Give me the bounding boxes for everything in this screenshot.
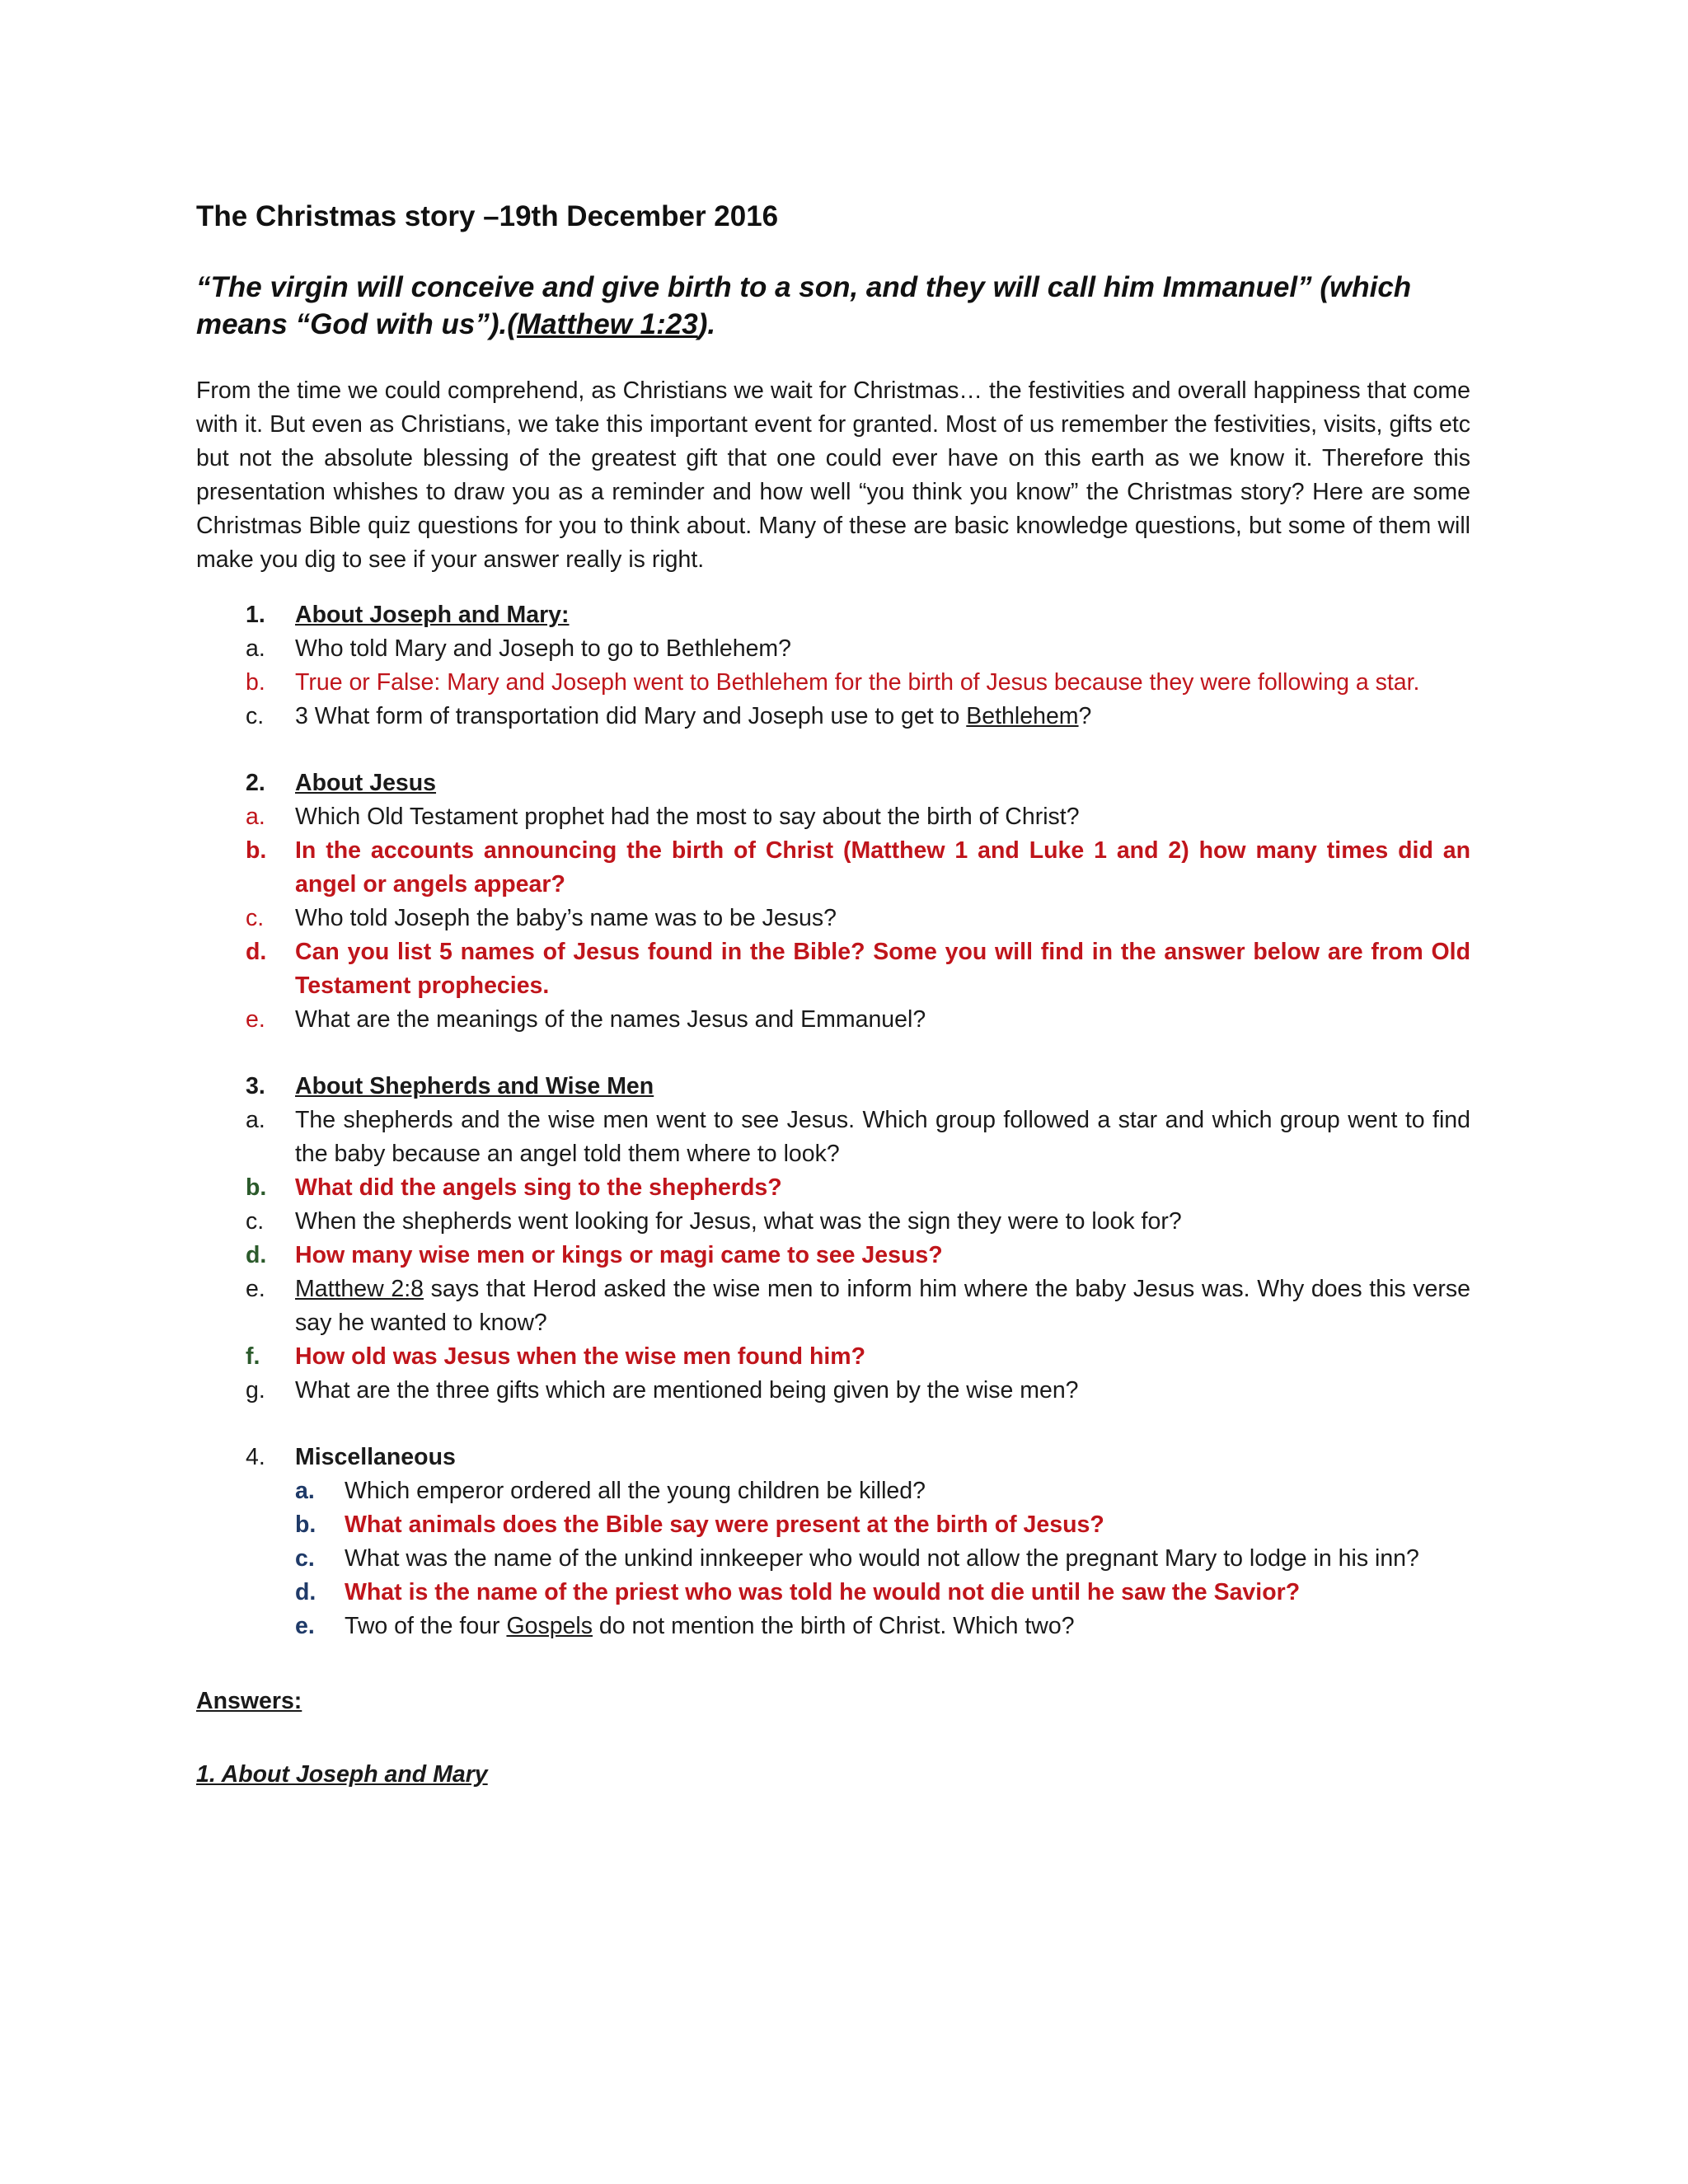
question-label: e.: [246, 1276, 265, 1302]
section-title: Miscellaneous: [295, 1444, 456, 1470]
question-label: e.: [295, 1613, 315, 1639]
question-label: c.: [246, 1208, 265, 1235]
question-text: What are the meanings of the names Jesus and Emmanuel?: [295, 1006, 926, 1033]
question-item: [196, 1340, 1470, 1374]
section-shepherds-wise-men: [196, 1070, 1470, 1408]
section-number: 2.: [246, 770, 265, 796]
question-text: True or False: Mary and Joseph went to Bethlehem for the birth of Jesus because they were following a star.: [295, 669, 1420, 696]
question-text-part: says that Herod asked the wise men to inform him where the baby Jesus was. Why does this verse say he wanted to know?: [295, 1276, 1470, 1336]
question-text: How old was Jesus when the wise men found him?: [295, 1343, 866, 1370]
question-label: b.: [246, 669, 265, 696]
section-number: 4.: [246, 1444, 265, 1470]
question-item: [196, 935, 1470, 1003]
answers-subheading: 1. About Joseph and Mary: [196, 1761, 488, 1788]
question-text: What are the three gifts which are mentioned being given by the wise men?: [295, 1377, 1079, 1404]
question-text: What is the name of the priest who was told he would not die until he saw the Savior?: [345, 1579, 1301, 1605]
question-text-part: Two of the four: [345, 1613, 507, 1639]
question-text: Who told Joseph the baby’s name was to be Jesus?: [295, 905, 837, 931]
question-label: d.: [295, 1579, 316, 1605]
section-jesus: [196, 766, 1470, 1037]
quote-reference-link[interactable]: Matthew 1:23: [516, 308, 698, 340]
question-item: [196, 1205, 1470, 1239]
question-text-part: 3 What form of transportation did Mary and Joseph use to get to: [295, 703, 967, 729]
question-text: How many wise men or kings or magi came to see Jesus?: [295, 1242, 943, 1268]
question-item: [196, 1171, 1470, 1205]
question-label: a.: [246, 1107, 265, 1133]
question-text: [295, 1272, 1470, 1340]
question-label: b.: [246, 1174, 267, 1201]
section-heading: [196, 766, 1470, 800]
question-label: f.: [246, 1343, 260, 1370]
question-text: What was the name of the unkind innkeeper who would not allow the pregnant Mary to lodge in his inn?: [345, 1545, 1419, 1572]
quote-close: ).: [697, 308, 716, 340]
question-item: [196, 902, 1470, 935]
question-item: [196, 1003, 1470, 1037]
question-item: [196, 1610, 1470, 1643]
section-title: About Shepherds and Wise Men: [295, 1073, 654, 1099]
question-item: [196, 1474, 1470, 1508]
question-label: a.: [295, 1478, 315, 1504]
question-label: c.: [295, 1545, 315, 1572]
question-text: What did the angels sing to the shepherds?: [295, 1174, 782, 1201]
question-item: [196, 1104, 1470, 1171]
question-text: Can you list 5 names of Jesus found in the Bible? Some you will find in the answer below are from Old Testament prophecies.: [295, 939, 1470, 999]
scripture-quote: [196, 269, 1470, 343]
question-label: a.: [246, 804, 265, 830]
question-item: [196, 1239, 1470, 1272]
answers-heading: Answers:: [196, 1688, 302, 1714]
matthew-2-8-link[interactable]: Matthew 2:8: [295, 1276, 424, 1302]
question-text-part: do not mention the birth of Christ. Which two?: [593, 1613, 1075, 1639]
section-miscellaneous: [196, 1441, 1470, 1643]
question-label: b.: [246, 837, 267, 864]
question-item: [196, 800, 1470, 834]
question-text: [295, 700, 1470, 733]
section-number: 1.: [246, 602, 265, 628]
section-heading: [196, 1441, 1470, 1474]
question-item: [196, 1508, 1470, 1542]
question-text: Who told Mary and Joseph to go to Bethlehem?: [295, 635, 792, 662]
question-label: d.: [246, 939, 267, 965]
question-label: b.: [295, 1511, 316, 1538]
section-title: About Joseph and Mary:: [295, 602, 570, 628]
question-text: Which Old Testament prophet had the most to say about the birth of Christ?: [295, 804, 1080, 830]
section-heading: [196, 1070, 1470, 1104]
question-item: [196, 1272, 1470, 1340]
quote-text: “The virgin will conceive and give birth to a son, and they will call him Immanuel” (which means “God with us”).(: [196, 271, 1412, 340]
section-title: About Jesus: [295, 770, 437, 796]
question-text: Which emperor ordered all the young children be killed?: [345, 1478, 926, 1504]
question-text: When the shepherds went looking for Jesus, what was the sign they were to look for?: [295, 1208, 1182, 1235]
question-label: c.: [246, 703, 265, 729]
question-label: e.: [246, 1006, 265, 1033]
question-item: [196, 700, 1470, 733]
question-text-part: ?: [1078, 703, 1092, 729]
question-item: [196, 666, 1470, 700]
question-item: [196, 834, 1470, 902]
question-label: d.: [246, 1242, 267, 1268]
page-title: The Christmas story –19th December 2016: [196, 200, 779, 232]
intro-paragraph: From the time we could comprehend, as Christians we wait for Christmas… the festivities and overall happiness that come with it. But even as Christians, we take this important event for granted. Most of us remember the festivities, visits, gifts etc but not the absolute blessing of the greatest gift that one could ever have on this earth as we know it. Therefore this presentation whishes to draw you as a reminder and how well “you think you know” the Christmas story? Here are some Christmas Bible quiz questions for you to think about. Many of these are basic knowledge questions, but some of them will make you dig to see if your answer really is right.: [196, 377, 1470, 573]
question-text: The shepherds and the wise men went to see Jesus. Which group followed a star and which group went to find the baby because an angel told them where to look?: [295, 1107, 1470, 1167]
bethlehem-link[interactable]: Bethlehem: [966, 703, 1079, 729]
question-text: In the accounts announcing the birth of Christ (Matthew 1 and Luke 1 and 2) how many times did an angel or angels appear?: [295, 837, 1470, 898]
question-label: g.: [246, 1377, 265, 1404]
gospels-link[interactable]: Gospels: [506, 1613, 593, 1639]
question-label: a.: [246, 635, 265, 662]
question-text: [345, 1610, 1470, 1643]
question-item: [196, 1374, 1470, 1408]
question-item: [196, 1576, 1470, 1610]
question-text: What animals does the Bible say were present at the birth of Jesus?: [345, 1511, 1104, 1538]
question-label: c.: [246, 905, 265, 931]
section-heading: [196, 598, 1470, 632]
section-joseph-mary: [196, 598, 1470, 733]
section-number: 3.: [246, 1073, 265, 1099]
question-item: [196, 1542, 1470, 1576]
document-content: [196, 196, 1470, 1792]
question-item: [196, 632, 1470, 666]
